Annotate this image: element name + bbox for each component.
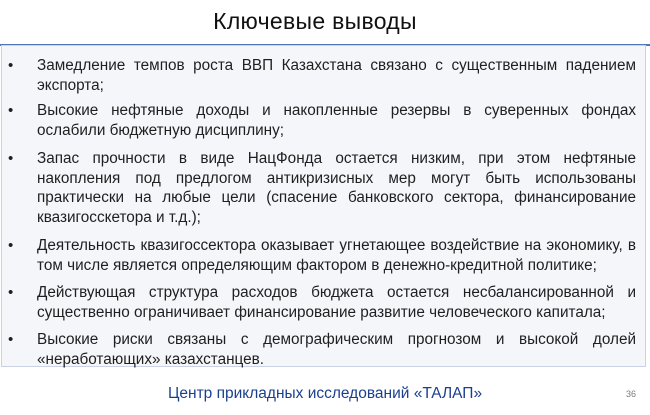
list-item [8,101,636,140]
list-item [8,149,636,227]
key-findings-list [8,56,636,375]
bullet-icon: • [8,237,14,254]
list-item-text: Высокие нефтяные доходы и накопленные резервы в суверенных фондах ослабили бюджетную дисциплину; [37,102,636,139]
page-number: 36 [625,389,636,399]
list-item-text: Запас прочности в виде НацФонда остается низким, при этом нефтяные накопления под предлогом антикризисных мер могут быть использованы практически на любые цели (спасение банковского сектора, финансирование квазигосскетора и т.д.); [37,150,636,226]
list-item [8,283,636,322]
list-item-text: Действующая структура расходов бюджета остается несбалансированной и существенно ограничивает финансирование развитие человеческого капитала; [37,284,636,321]
list-item [8,56,636,95]
list-item-text: Высокие риски связаны с демографическим прогнозом и высокой долей «неработающих» казахстанцев. [37,331,636,368]
slide-title: Ключевые выводы [213,8,417,34]
list-item [8,330,636,369]
organization-footer: Центр прикладных исследований «ТАЛАП» [167,385,483,402]
bullet-icon: • [8,284,14,301]
bullet-icon: • [8,150,14,167]
bullet-icon: • [8,331,14,348]
bullet-icon: • [8,102,14,119]
list-item-text: Деятельность квазигоссектора оказывает угнетающее воздействие на экономику, в том числе является определяющим фактором в денежно-кредитной политике; [37,237,636,274]
list-item-text: Замедление темпов роста ВВП Казахстана связано с существенным падением экспорта; [37,57,636,94]
list-item [8,236,636,275]
bullet-icon: • [8,57,14,74]
